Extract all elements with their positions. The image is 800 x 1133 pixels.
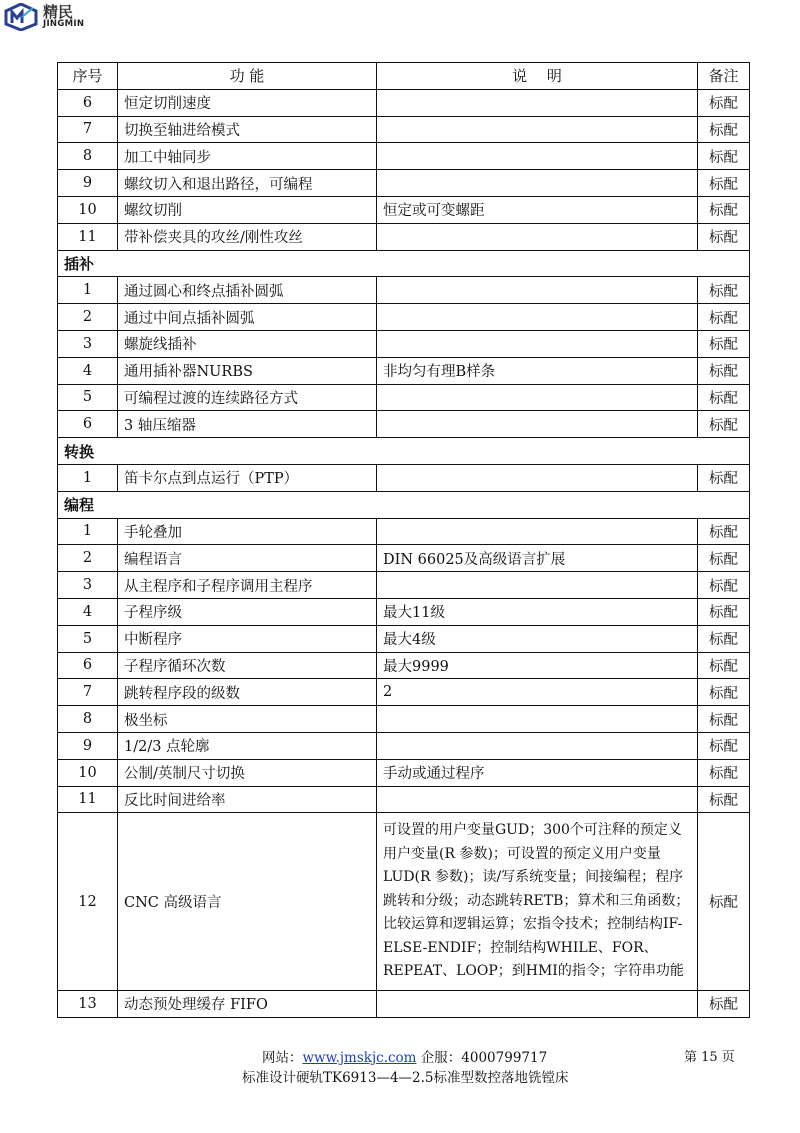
row-note: 标配: [698, 277, 750, 304]
row-number: 9: [58, 170, 118, 197]
row-note: 标配: [698, 652, 750, 679]
row-function: 通过圆心和终点插补圆弧: [118, 277, 377, 304]
table-row: [58, 170, 750, 197]
row-function: 从主程序和子程序调用主程序: [118, 572, 377, 599]
table-row: [58, 330, 750, 357]
row-note: 标配: [698, 464, 750, 491]
section-row: [58, 438, 750, 465]
header-description: 说 明: [377, 63, 698, 90]
row-number: 5: [58, 625, 118, 652]
table-row: [58, 411, 750, 438]
row-note: 标配: [698, 170, 750, 197]
spec-table: [57, 62, 750, 1018]
row-function: 1/2/3 点轮廓: [118, 732, 377, 759]
row-function: 反比时间进给率: [118, 786, 377, 813]
table-row: [58, 116, 750, 143]
row-function: 手轮叠加: [118, 518, 377, 545]
row-number: 10: [58, 759, 118, 786]
logo-cn: 精民: [43, 3, 74, 22]
row-function: 恒定切削速度: [118, 89, 377, 116]
row-description: [377, 732, 698, 759]
table-row: [58, 89, 750, 116]
row-number: 8: [58, 143, 118, 170]
row-description: 恒定或可变螺距: [377, 196, 698, 223]
table-row: [58, 572, 750, 599]
table-row: [58, 732, 750, 759]
row-description: [377, 89, 698, 116]
row-function: 极坐标: [118, 706, 377, 733]
table-row: [58, 384, 750, 411]
table-row: [58, 706, 750, 733]
row-note: 标配: [698, 196, 750, 223]
row-description: [377, 384, 698, 411]
site-link[interactable]: www.jmskjc.com: [302, 1050, 417, 1066]
row-description: [377, 170, 698, 197]
row-function: 螺纹切削: [118, 196, 377, 223]
header-no: 序号: [58, 63, 118, 90]
jingmin-logo-icon: [4, 3, 38, 31]
row-description: DIN 66025及高级语言扩展: [377, 545, 698, 572]
row-number: 9: [58, 732, 118, 759]
row-description: 手动或通过程序: [377, 759, 698, 786]
page-number: 第 15 页: [684, 1050, 735, 1065]
row-note: 标配: [698, 706, 750, 733]
row-number: 11: [58, 786, 118, 813]
row-function: 公制/英制尺寸切换: [118, 759, 377, 786]
table-row: [58, 759, 750, 786]
table-row: [58, 357, 750, 384]
row-description: 最大4级: [377, 625, 698, 652]
section-row: [58, 491, 750, 518]
row-number: 11: [58, 223, 118, 250]
row-description: [377, 304, 698, 331]
row-description: [377, 706, 698, 733]
row-function: 动态预处理缓存 FIFO: [118, 990, 377, 1017]
row-description: 最大9999: [377, 652, 698, 679]
row-number: 6: [58, 652, 118, 679]
row-function: 螺旋线插补: [118, 330, 377, 357]
row-number: 1: [58, 518, 118, 545]
row-description: [377, 330, 698, 357]
row-function: CNC 高级语言: [118, 813, 377, 991]
table-row: [58, 277, 750, 304]
row-description: [377, 786, 698, 813]
table-header: [58, 63, 750, 90]
table-row: [58, 679, 750, 706]
company-logo: [4, 3, 84, 31]
table-row: [58, 143, 750, 170]
table-row: [58, 625, 750, 652]
table-row: [58, 518, 750, 545]
row-function: 中断程序: [118, 625, 377, 652]
row-number: 2: [58, 304, 118, 331]
row-function: 可编程过渡的连续路径方式: [118, 384, 377, 411]
row-note: 标配: [698, 89, 750, 116]
row-number: 6: [58, 89, 118, 116]
row-note: 标配: [698, 518, 750, 545]
table-row: [58, 304, 750, 331]
row-number: 12: [58, 813, 118, 991]
table-row: [58, 464, 750, 491]
row-description: [377, 277, 698, 304]
row-number: 10: [58, 196, 118, 223]
section-row: [58, 250, 750, 277]
row-note: 标配: [698, 330, 750, 357]
service-phone: 4000799717: [461, 1050, 548, 1066]
row-number: 1: [58, 277, 118, 304]
row-function: 通过中间点插补圆弧: [118, 304, 377, 331]
row-description: 可设置的用户变量GUD；300个可注释的预定义用户变量(R 参数)；可设置的预定义用户变量 LUD(R 参数)；读/写系统变量；间接编程；程序跳转和分级；动态跳转RETB；算术和三角函数；比较运算和逻辑运算；宏指令技术；控制结构IF-ELSE-ENDIF；控制结构WHILE、FOR、REPEAT、LOOP；到HMI的指令；字符串功能: [377, 813, 698, 991]
section-title: 插补: [58, 250, 750, 277]
row-function: 编程语言: [118, 545, 377, 572]
row-note: 标配: [698, 572, 750, 599]
row-function: 螺纹切入和退出路径，可编程: [118, 170, 377, 197]
row-number: 7: [58, 116, 118, 143]
row-number: 2: [58, 545, 118, 572]
logo-en: JINGMIN: [43, 19, 85, 30]
footer-contact: [262, 1046, 547, 1066]
table-row: [58, 598, 750, 625]
row-note: 标配: [698, 732, 750, 759]
table-row: [58, 223, 750, 250]
table-row: [58, 545, 750, 572]
row-note: 标配: [698, 223, 750, 250]
row-note: 标配: [698, 116, 750, 143]
row-description: [377, 990, 698, 1017]
row-function: 通用插补器NURBS: [118, 357, 377, 384]
row-note: 标配: [698, 990, 750, 1017]
row-note: 标配: [698, 759, 750, 786]
row-number: 4: [58, 598, 118, 625]
site-label: 网站：: [262, 1050, 303, 1066]
row-description: [377, 116, 698, 143]
row-number: 3: [58, 330, 118, 357]
row-note: 标配: [698, 357, 750, 384]
row-number: 8: [58, 706, 118, 733]
row-note: 标配: [698, 411, 750, 438]
row-number: 6: [58, 411, 118, 438]
row-function: 切换至轴进给模式: [118, 116, 377, 143]
row-note: 标配: [698, 598, 750, 625]
row-number: 7: [58, 679, 118, 706]
row-function: 笛卡尔点到点运行（PTP）: [118, 464, 377, 491]
row-note: 标配: [698, 545, 750, 572]
row-description: 非均匀有理B样条: [377, 357, 698, 384]
row-note: 标配: [698, 813, 750, 991]
row-number: 3: [58, 572, 118, 599]
row-function: 子程序循环次数: [118, 652, 377, 679]
row-function: 子程序级: [118, 598, 377, 625]
service-label: 企服：: [416, 1050, 462, 1066]
row-description: [377, 223, 698, 250]
row-note: 标配: [698, 786, 750, 813]
row-number: 5: [58, 384, 118, 411]
row-number: 13: [58, 990, 118, 1017]
row-function: 加工中轴同步: [118, 143, 377, 170]
header-note: 备注: [698, 63, 750, 90]
row-description: 2: [377, 679, 698, 706]
row-note: 标配: [698, 679, 750, 706]
row-note: 标配: [698, 384, 750, 411]
row-description: [377, 143, 698, 170]
row-description: [377, 464, 698, 491]
table-row: [58, 786, 750, 813]
row-description: [377, 411, 698, 438]
row-function: 跳转程序段的级数: [118, 679, 377, 706]
table-row: [58, 990, 750, 1017]
table-row: [58, 196, 750, 223]
row-number: 4: [58, 357, 118, 384]
section-title: 转换: [58, 438, 750, 465]
row-note: 标配: [698, 625, 750, 652]
row-description: [377, 518, 698, 545]
row-number: 1: [58, 464, 118, 491]
row-function: 3 轴压缩器: [118, 411, 377, 438]
table-row: [58, 813, 750, 991]
row-note: 标配: [698, 304, 750, 331]
row-note: 标配: [698, 143, 750, 170]
document-title: 标准设计硬轨TK6913—4—2.5标准型数控落地铣镗床: [242, 1070, 569, 1086]
row-description: 最大11级: [377, 598, 698, 625]
header-function: 功 能: [118, 63, 377, 90]
row-function: 带补偿夹具的攻丝/刚性攻丝: [118, 223, 377, 250]
table-row: [58, 652, 750, 679]
row-description: [377, 572, 698, 599]
section-title: 编程: [58, 491, 750, 518]
